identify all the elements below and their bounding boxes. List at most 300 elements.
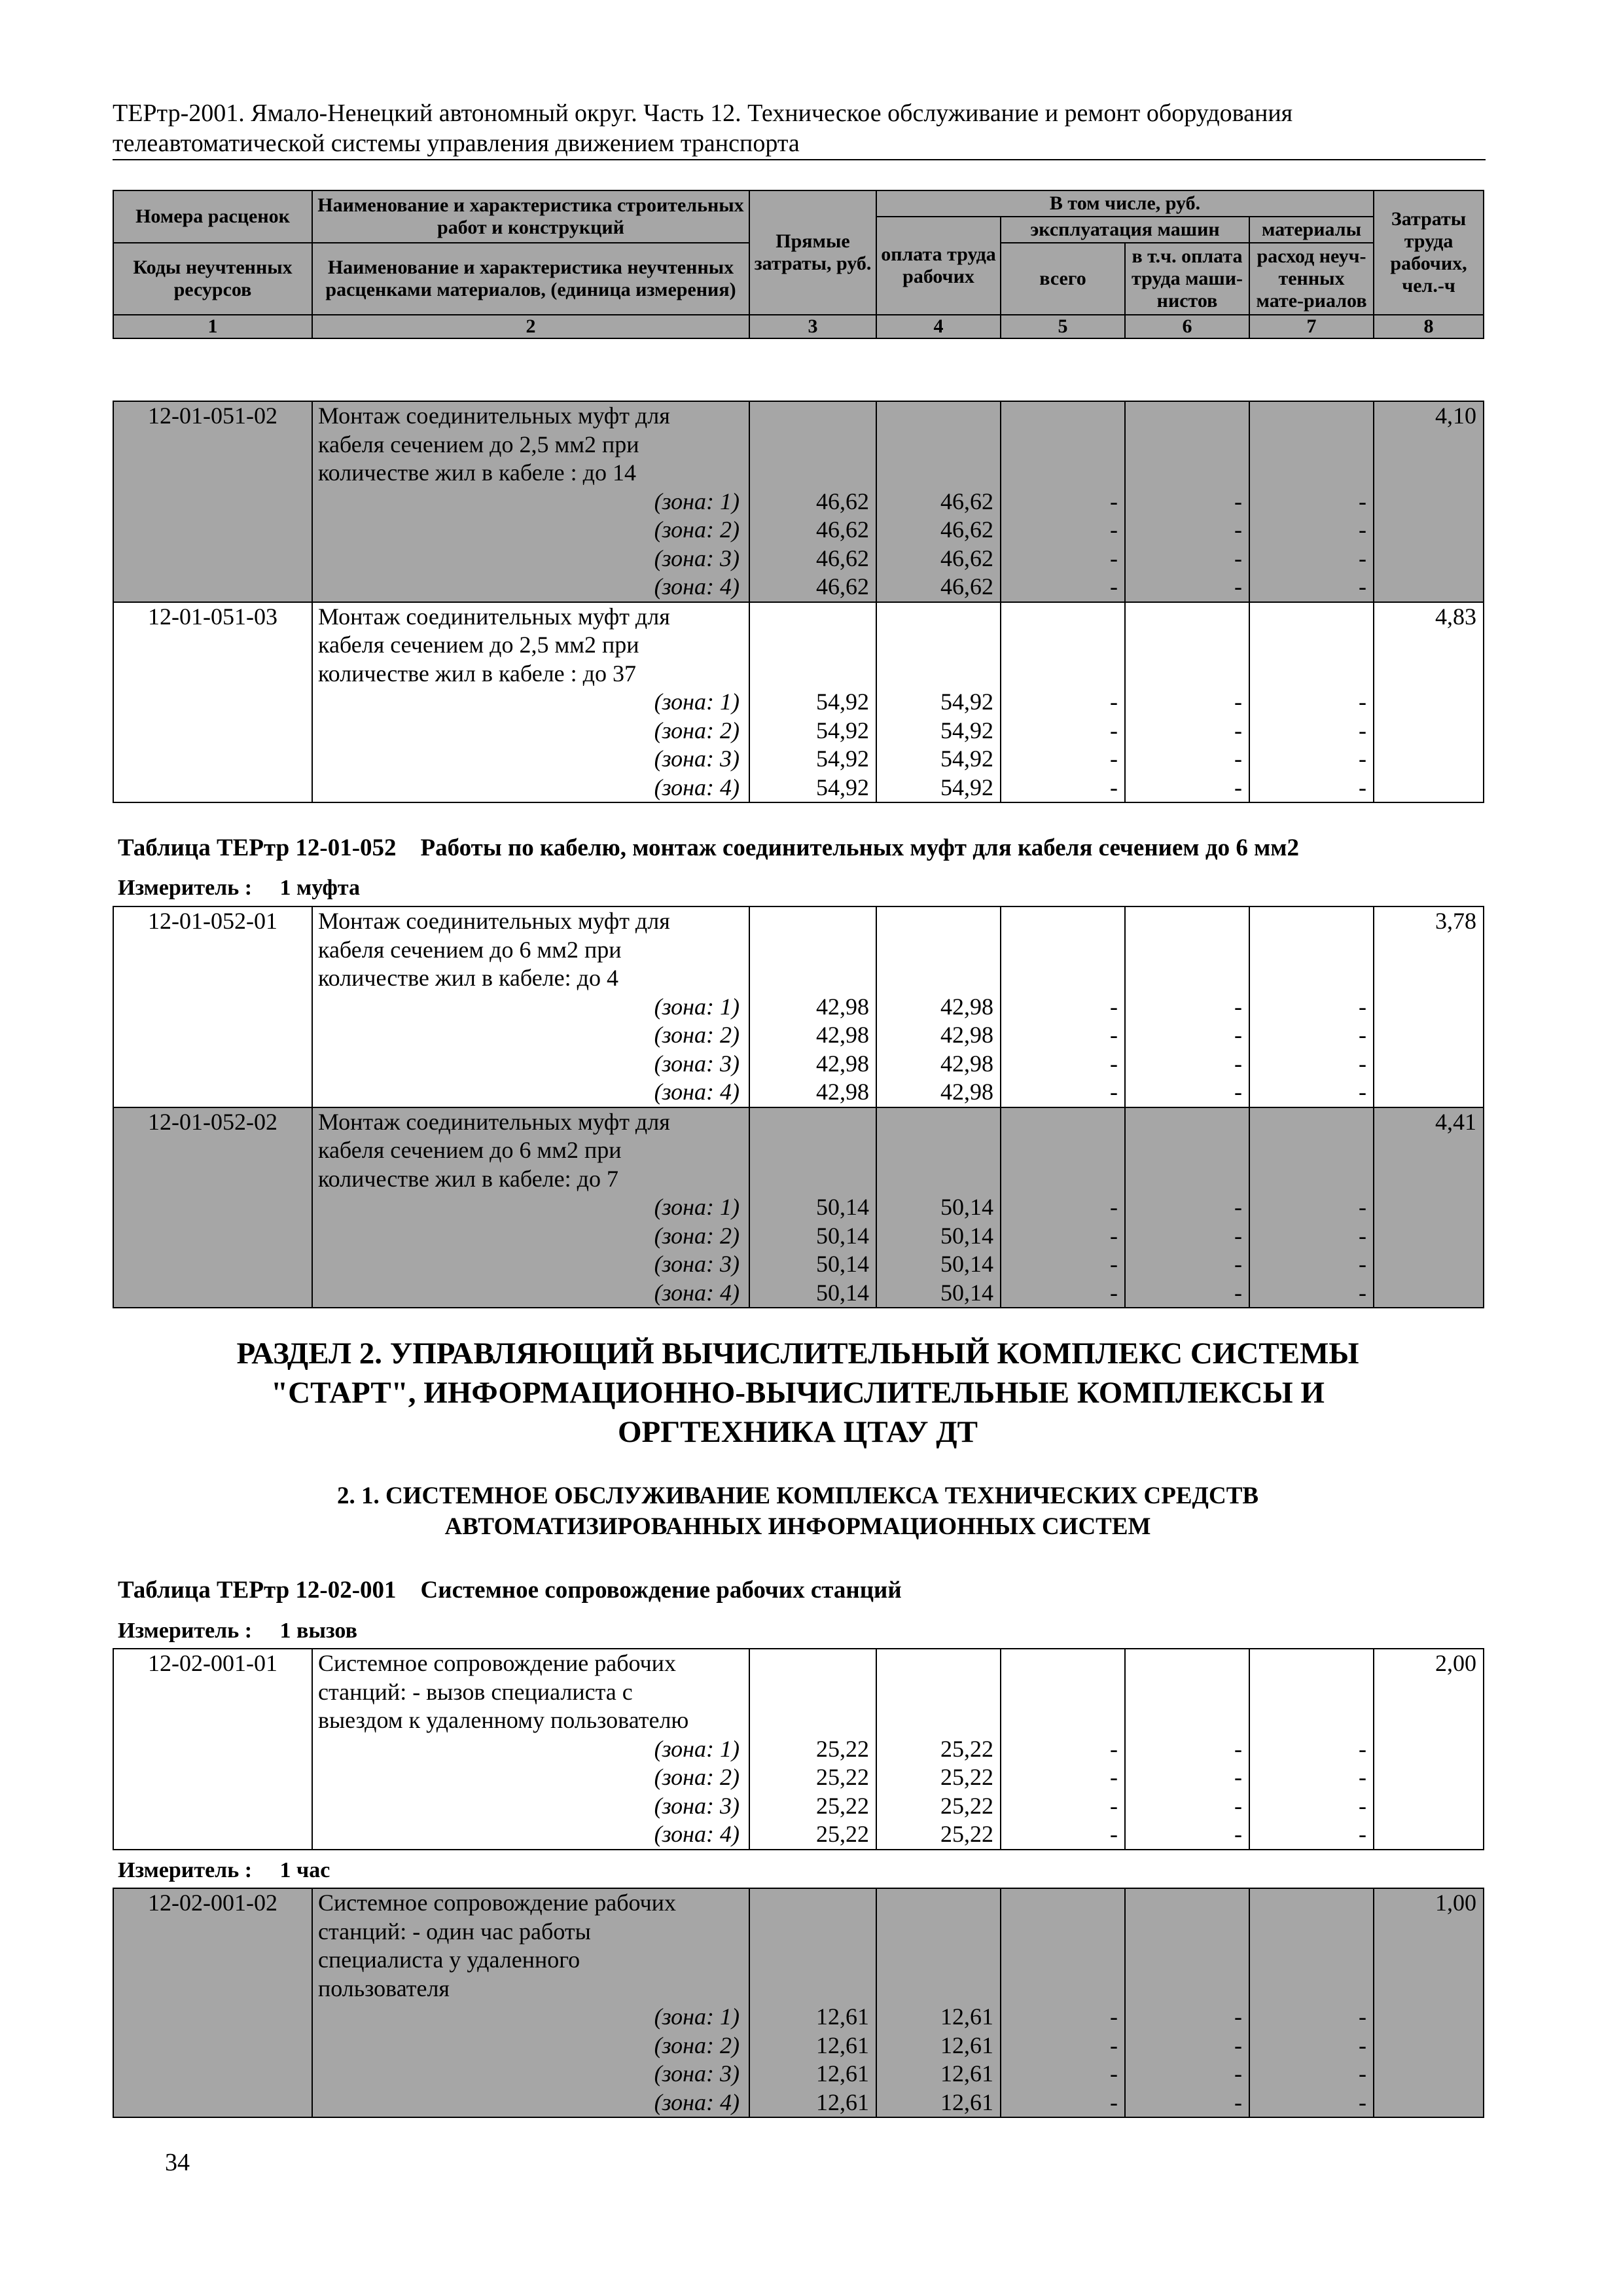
page-number: 34 xyxy=(165,2149,190,2176)
empty-cell xyxy=(1125,1888,1249,1918)
materials-cost: - xyxy=(1249,1193,1374,1222)
empty-cell xyxy=(1001,631,1125,660)
empty-cell xyxy=(1125,631,1249,660)
empty-cell xyxy=(113,1279,312,1308)
empty-cell xyxy=(1125,1136,1249,1165)
empty-cell xyxy=(1374,660,1484,689)
zone-label: (зона: 4) xyxy=(312,774,749,803)
rate-code: 12-01-052-02 xyxy=(113,1107,312,1137)
materials-cost: - xyxy=(1249,1222,1374,1251)
direct-cost: 12,61 xyxy=(749,2060,876,2089)
labor-cost: 1,00 xyxy=(1374,1888,1484,1918)
worker-pay: 42,98 xyxy=(876,1021,1001,1050)
zone-row xyxy=(113,1193,1484,1222)
direct-cost: 54,92 xyxy=(749,717,876,745)
materials-cost: - xyxy=(1249,516,1374,545)
empty-cell xyxy=(1125,906,1249,936)
materials-cost: - xyxy=(1249,774,1374,803)
empty-cell xyxy=(113,717,312,745)
rate-name-line: Системное сопровождение рабочих xyxy=(312,1888,749,1918)
header-line-2: телеавтоматической системы управления движением транспорта xyxy=(113,130,800,157)
empty-cell xyxy=(113,2089,312,2118)
zone-row xyxy=(113,1279,1484,1308)
rate-title-row xyxy=(113,459,1484,488)
empty-cell xyxy=(1125,1678,1249,1707)
zone-label: (зона: 3) xyxy=(312,1250,749,1279)
machinist-pay: - xyxy=(1125,488,1249,516)
empty-cell xyxy=(876,1946,1001,1975)
zone-label: (зона: 3) xyxy=(312,2060,749,2089)
direct-cost: 25,22 xyxy=(749,1735,876,1764)
machinist-pay: - xyxy=(1125,516,1249,545)
rate-title-row xyxy=(113,1706,1484,1735)
machinist-pay: - xyxy=(1125,1279,1249,1308)
empty-cell xyxy=(113,2060,312,2089)
direct-cost: 54,92 xyxy=(749,745,876,774)
rate-name-line: станций: - вызов специалиста с xyxy=(312,1678,749,1707)
materials-cost: - xyxy=(1249,1021,1374,1050)
empty-cell xyxy=(1374,1918,1484,1946)
col-number: 8 xyxy=(1374,315,1484,338)
rate-name-line: кабеля сечением до 6 мм2 при xyxy=(312,936,749,965)
empty-cell xyxy=(113,1078,312,1107)
machinist-pay: - xyxy=(1125,573,1249,602)
empty-cell xyxy=(876,1107,1001,1137)
rate-name-line: количестве жил в кабеле : до 37 xyxy=(312,660,749,689)
direct-cost: 25,22 xyxy=(749,1763,876,1792)
rate-name-line: Системное сопровождение рабочих xyxy=(312,1649,749,1678)
empty-cell xyxy=(113,459,312,488)
worker-pay: 42,98 xyxy=(876,1050,1001,1079)
empty-cell xyxy=(113,1820,312,1850)
empty-cell xyxy=(1374,545,1484,573)
col-resource-codes-header: Коды неучтенных ресурсов xyxy=(113,243,312,315)
col-number: 6 xyxy=(1125,315,1249,338)
zone-label: (зона: 1) xyxy=(312,688,749,717)
worker-pay: 12,61 xyxy=(876,2032,1001,2060)
machinist-pay: - xyxy=(1125,2060,1249,2089)
empty-cell xyxy=(113,1250,312,1279)
machines-total: - xyxy=(1001,488,1125,516)
empty-cell xyxy=(1374,936,1484,965)
empty-cell xyxy=(1001,660,1125,689)
empty-cell xyxy=(876,1918,1001,1946)
rate-title-row xyxy=(113,1136,1484,1165)
rate-title-row xyxy=(113,1107,1484,1137)
materials-cost: - xyxy=(1249,1078,1374,1107)
empty-cell xyxy=(1125,660,1249,689)
col-number: 7 xyxy=(1249,315,1374,338)
empty-cell xyxy=(1125,1165,1249,1194)
zone-label: (зона: 4) xyxy=(312,573,749,602)
rate-name-line: пользователя xyxy=(312,1975,749,2003)
machinist-pay: - xyxy=(1125,993,1249,1022)
empty-cell xyxy=(113,1918,312,1946)
direct-cost: 42,98 xyxy=(749,1078,876,1107)
direct-cost: 25,22 xyxy=(749,1820,876,1850)
table-title-001: Таблица ТЕРтр 12-02-001 Системное сопровождение рабочих станций xyxy=(118,1577,902,1604)
worker-pay: 54,92 xyxy=(876,717,1001,745)
empty-cell xyxy=(749,936,876,965)
empty-cell xyxy=(749,1918,876,1946)
empty-cell xyxy=(1125,936,1249,965)
column-header-table xyxy=(113,190,1484,339)
empty-cell xyxy=(1249,1649,1374,1678)
zone-row xyxy=(113,745,1484,774)
empty-cell xyxy=(876,431,1001,459)
empty-cell xyxy=(113,431,312,459)
rate-name-line: количестве жил в кабеле: до 7 xyxy=(312,1165,749,1194)
worker-pay: 25,22 xyxy=(876,1820,1001,1850)
direct-cost: 50,14 xyxy=(749,1222,876,1251)
empty-cell xyxy=(1001,1888,1125,1918)
zone-row xyxy=(113,2032,1484,2060)
empty-cell xyxy=(1374,1678,1484,1707)
empty-cell xyxy=(876,1888,1001,1918)
rate-title-row xyxy=(113,631,1484,660)
empty-cell xyxy=(113,1050,312,1079)
labor-cost: 3,78 xyxy=(1374,906,1484,936)
empty-cell xyxy=(1249,660,1374,689)
table-title-052: Таблица ТЕРтр 12-01-052 Работы по кабелю, монтаж соединительных муфт для кабеля сечением до 6 мм2 xyxy=(118,834,1299,861)
zone-label: (зона: 4) xyxy=(312,1820,749,1850)
rate-name-line: Монтаж соединительных муфт для xyxy=(312,906,749,936)
rate-title-row xyxy=(113,602,1484,632)
empty-cell xyxy=(113,774,312,803)
worker-pay: 50,14 xyxy=(876,1279,1001,1308)
empty-cell xyxy=(876,1165,1001,1194)
materials-cost: - xyxy=(1249,2089,1374,2118)
worker-pay: 12,61 xyxy=(876,2003,1001,2032)
worker-pay: 54,92 xyxy=(876,774,1001,803)
machines-total: - xyxy=(1001,573,1125,602)
rate-code: 12-01-052-01 xyxy=(113,906,312,936)
machines-total: - xyxy=(1001,1222,1125,1251)
empty-cell xyxy=(1125,964,1249,993)
machinist-pay: - xyxy=(1125,1193,1249,1222)
empty-cell xyxy=(1125,431,1249,459)
materials-cost: - xyxy=(1249,1792,1374,1821)
rate-name-line: Монтаж соединительных муфт для xyxy=(312,1107,749,1137)
machines-total: - xyxy=(1001,2060,1125,2089)
empty-cell xyxy=(1374,717,1484,745)
machinist-pay: - xyxy=(1125,545,1249,573)
empty-cell xyxy=(1125,401,1249,431)
empty-cell xyxy=(1125,1649,1249,1678)
direct-cost: 42,98 xyxy=(749,1021,876,1050)
materials-cost: - xyxy=(1249,573,1374,602)
empty-cell xyxy=(113,2032,312,2060)
zone-label: (зона: 4) xyxy=(312,2089,749,2118)
empty-cell xyxy=(1249,1975,1374,2003)
empty-cell xyxy=(876,1678,1001,1707)
materials-cost: - xyxy=(1249,1050,1374,1079)
col-name-header: Наименование и характеристика строительных работ и конструкций xyxy=(312,190,749,243)
empty-cell xyxy=(1374,1050,1484,1079)
rate-code: 12-02-001-02 xyxy=(113,1888,312,1918)
empty-cell xyxy=(749,1678,876,1707)
section-title-line: "СТАРТ", ИНФОРМАЦИОННО-ВЫЧИСЛИТЕЛЬНЫЕ КОМПЛЕКСЫ И xyxy=(271,1376,1325,1410)
empty-cell xyxy=(1249,1918,1374,1946)
empty-cell xyxy=(1249,459,1374,488)
materials-cost: - xyxy=(1249,1250,1374,1279)
empty-cell xyxy=(1374,1165,1484,1194)
machines-total: - xyxy=(1001,717,1125,745)
direct-cost: 46,62 xyxy=(749,516,876,545)
empty-cell xyxy=(1374,2032,1484,2060)
zone-label: (зона: 2) xyxy=(312,1021,749,1050)
empty-cell xyxy=(1001,602,1125,632)
empty-cell xyxy=(1001,401,1125,431)
worker-pay: 46,62 xyxy=(876,545,1001,573)
empty-cell xyxy=(876,1136,1001,1165)
empty-cell xyxy=(1249,936,1374,965)
rate-code: 12-02-001-01 xyxy=(113,1649,312,1678)
zone-row xyxy=(113,2003,1484,2032)
col-number: 2 xyxy=(312,315,749,338)
empty-cell xyxy=(113,993,312,1022)
empty-cell xyxy=(1374,1946,1484,1975)
empty-cell xyxy=(876,401,1001,431)
empty-cell xyxy=(749,602,876,632)
empty-cell xyxy=(1249,1678,1374,1707)
zone-label: (зона: 2) xyxy=(312,1763,749,1792)
empty-cell xyxy=(1374,488,1484,516)
empty-cell xyxy=(749,906,876,936)
empty-cell xyxy=(113,1136,312,1165)
measure-001-call: Измеритель : 1 вызов xyxy=(118,1619,357,1643)
materials-cost: - xyxy=(1249,745,1374,774)
worker-pay: 50,14 xyxy=(876,1193,1001,1222)
zone-label: (зона: 3) xyxy=(312,1792,749,1821)
worker-pay: 42,98 xyxy=(876,1078,1001,1107)
materials-cost: - xyxy=(1249,2003,1374,2032)
empty-cell xyxy=(1374,1792,1484,1821)
empty-cell xyxy=(749,1946,876,1975)
machines-total: - xyxy=(1001,1792,1125,1821)
direct-cost: 46,62 xyxy=(749,488,876,516)
rate-name-line: кабеля сечением до 2,5 мм2 при xyxy=(312,631,749,660)
empty-cell xyxy=(113,1193,312,1222)
zone-label: (зона: 2) xyxy=(312,717,749,745)
zone-label: (зона: 4) xyxy=(312,1279,749,1308)
empty-cell xyxy=(1001,1136,1125,1165)
rate-title-row xyxy=(113,1165,1484,1194)
zone-row xyxy=(113,1820,1484,1850)
machinist-pay: - xyxy=(1125,774,1249,803)
rate-code: 12-01-051-03 xyxy=(113,602,312,632)
zone-row xyxy=(113,1792,1484,1821)
machines-total: - xyxy=(1001,1250,1125,1279)
empty-cell xyxy=(1125,1946,1249,1975)
machines-total: - xyxy=(1001,774,1125,803)
worker-pay: 25,22 xyxy=(876,1735,1001,1764)
machines-total: - xyxy=(1001,745,1125,774)
empty-cell xyxy=(1125,602,1249,632)
empty-cell xyxy=(1001,1165,1125,1194)
empty-cell xyxy=(1374,1250,1484,1279)
empty-cell xyxy=(113,2003,312,2032)
col-number: 5 xyxy=(1001,315,1125,338)
empty-cell xyxy=(1249,906,1374,936)
empty-cell xyxy=(1125,1918,1249,1946)
empty-cell xyxy=(1374,459,1484,488)
rate-title-row xyxy=(113,1649,1484,1678)
materials-cost: - xyxy=(1249,1763,1374,1792)
rate-name-line: количестве жил в кабеле: до 4 xyxy=(312,964,749,993)
rate-name-line: Монтаж соединительных муфт для xyxy=(312,401,749,431)
rate-name-line: Монтаж соединительных муфт для xyxy=(312,602,749,632)
labor-cost: 4,83 xyxy=(1374,602,1484,632)
machines-total: - xyxy=(1001,1021,1125,1050)
empty-cell xyxy=(113,1735,312,1764)
empty-cell xyxy=(1001,1946,1125,1975)
empty-cell xyxy=(1249,1706,1374,1735)
empty-cell xyxy=(113,1706,312,1735)
materials-cost: - xyxy=(1249,1279,1374,1308)
direct-cost: 54,92 xyxy=(749,688,876,717)
zone-label: (зона: 3) xyxy=(312,545,749,573)
materials-cost: - xyxy=(1249,2060,1374,2089)
measure-001-hour: Измеритель : 1 час xyxy=(118,1858,330,1882)
labor-cost: 4,10 xyxy=(1374,401,1484,431)
col-resource-name-header: Наименование и характеристика неучтенных расценками материалов, (единица измерения) xyxy=(312,243,749,315)
empty-cell xyxy=(1374,1820,1484,1850)
empty-cell xyxy=(749,1165,876,1194)
machinist-pay: - xyxy=(1125,1735,1249,1764)
zone-row xyxy=(113,1078,1484,1107)
page-header xyxy=(113,98,1487,158)
machines-total: - xyxy=(1001,2089,1125,2118)
empty-cell xyxy=(1125,1975,1249,2003)
empty-cell xyxy=(1001,1975,1125,2003)
machines-total: - xyxy=(1001,1735,1125,1764)
direct-cost: 42,98 xyxy=(749,1050,876,1079)
subsection-title xyxy=(113,1480,1483,1542)
machines-total: - xyxy=(1001,1279,1125,1308)
empty-cell xyxy=(1125,459,1249,488)
direct-cost: 50,14 xyxy=(749,1193,876,1222)
empty-cell xyxy=(113,1222,312,1251)
col-number: 1 xyxy=(113,315,312,338)
empty-cell xyxy=(1374,1136,1484,1165)
direct-cost: 50,14 xyxy=(749,1250,876,1279)
col-codes-header: Номера расценок xyxy=(113,190,312,243)
empty-cell xyxy=(113,1165,312,1194)
zone-row xyxy=(113,717,1484,745)
machinist-pay: - xyxy=(1125,1021,1249,1050)
worker-pay: 42,98 xyxy=(876,993,1001,1022)
empty-cell xyxy=(749,1649,876,1678)
empty-cell xyxy=(1001,1678,1125,1707)
zone-row xyxy=(113,1222,1484,1251)
materials-cost: - xyxy=(1249,688,1374,717)
empty-cell xyxy=(1001,906,1125,936)
empty-cell xyxy=(113,936,312,965)
rate-code: 12-01-051-02 xyxy=(113,401,312,431)
empty-cell xyxy=(113,1792,312,1821)
empty-cell xyxy=(113,573,312,602)
machinist-pay: - xyxy=(1125,1050,1249,1079)
direct-cost: 42,98 xyxy=(749,993,876,1022)
worker-pay: 46,62 xyxy=(876,516,1001,545)
col-pay-header: оплата труда рабочих xyxy=(876,217,1001,315)
empty-cell xyxy=(113,1763,312,1792)
rate-name-line: станций: - один час работы xyxy=(312,1918,749,1946)
materials-cost: - xyxy=(1249,545,1374,573)
empty-cell xyxy=(113,1678,312,1707)
machinist-pay: - xyxy=(1125,2003,1249,2032)
header-line-1: ТЕРтр-2001. Ямало-Ненецкий автономный округ. Часть 12. Техническое обслуживание и ремонт оборудования xyxy=(113,99,1293,127)
empty-cell xyxy=(876,936,1001,965)
empty-cell xyxy=(876,1975,1001,2003)
empty-cell xyxy=(876,459,1001,488)
rate-title-row xyxy=(113,906,1484,936)
machines-total: - xyxy=(1001,545,1125,573)
worker-pay: 25,22 xyxy=(876,1792,1001,1821)
empty-cell xyxy=(1001,431,1125,459)
rate-title-row xyxy=(113,1918,1484,1946)
empty-cell xyxy=(1374,964,1484,993)
empty-cell xyxy=(876,1706,1001,1735)
rate-title-row xyxy=(113,660,1484,689)
machines-total: - xyxy=(1001,2032,1125,2060)
rate-name-line: выездом к удаленному пользователю xyxy=(312,1706,749,1735)
worker-pay: 25,22 xyxy=(876,1763,1001,1792)
rate-name-line: кабеля сечением до 6 мм2 при xyxy=(312,1136,749,1165)
col-number: 3 xyxy=(749,315,876,338)
empty-cell xyxy=(1374,2003,1484,2032)
empty-cell xyxy=(749,964,876,993)
empty-cell xyxy=(876,964,1001,993)
col-direct-header: Прямые затраты, руб. xyxy=(749,190,876,315)
machinist-pay: - xyxy=(1125,1792,1249,1821)
empty-cell xyxy=(1249,964,1374,993)
materials-cost: - xyxy=(1249,2032,1374,2060)
empty-cell xyxy=(1125,1107,1249,1137)
col-mach-pay-header: в т.ч. оплата труда маши-нистов xyxy=(1125,243,1249,315)
empty-cell xyxy=(113,660,312,689)
empty-cell xyxy=(113,1975,312,2003)
zone-label: (зона: 4) xyxy=(312,1078,749,1107)
empty-cell xyxy=(113,516,312,545)
direct-cost: 54,92 xyxy=(749,774,876,803)
empty-cell xyxy=(113,745,312,774)
empty-cell xyxy=(1249,602,1374,632)
machines-total: - xyxy=(1001,516,1125,545)
empty-cell xyxy=(876,660,1001,689)
empty-cell xyxy=(1374,745,1484,774)
zone-row xyxy=(113,1021,1484,1050)
rate-name-line: специалиста у удаленного xyxy=(312,1946,749,1975)
worker-pay: 12,61 xyxy=(876,2089,1001,2118)
zone-label: (зона: 1) xyxy=(312,2003,749,2032)
zone-row xyxy=(113,774,1484,803)
rate-title-row xyxy=(113,401,1484,431)
machinist-pay: - xyxy=(1125,1250,1249,1279)
empty-cell xyxy=(1249,401,1374,431)
empty-cell xyxy=(1374,573,1484,602)
empty-cell xyxy=(749,1107,876,1137)
empty-cell xyxy=(749,1975,876,2003)
machinist-pay: - xyxy=(1125,2032,1249,2060)
empty-cell xyxy=(113,631,312,660)
empty-cell xyxy=(749,1136,876,1165)
empty-cell xyxy=(113,1946,312,1975)
empty-cell xyxy=(876,602,1001,632)
empty-cell xyxy=(1249,1136,1374,1165)
rate-title-row xyxy=(113,1975,1484,2003)
